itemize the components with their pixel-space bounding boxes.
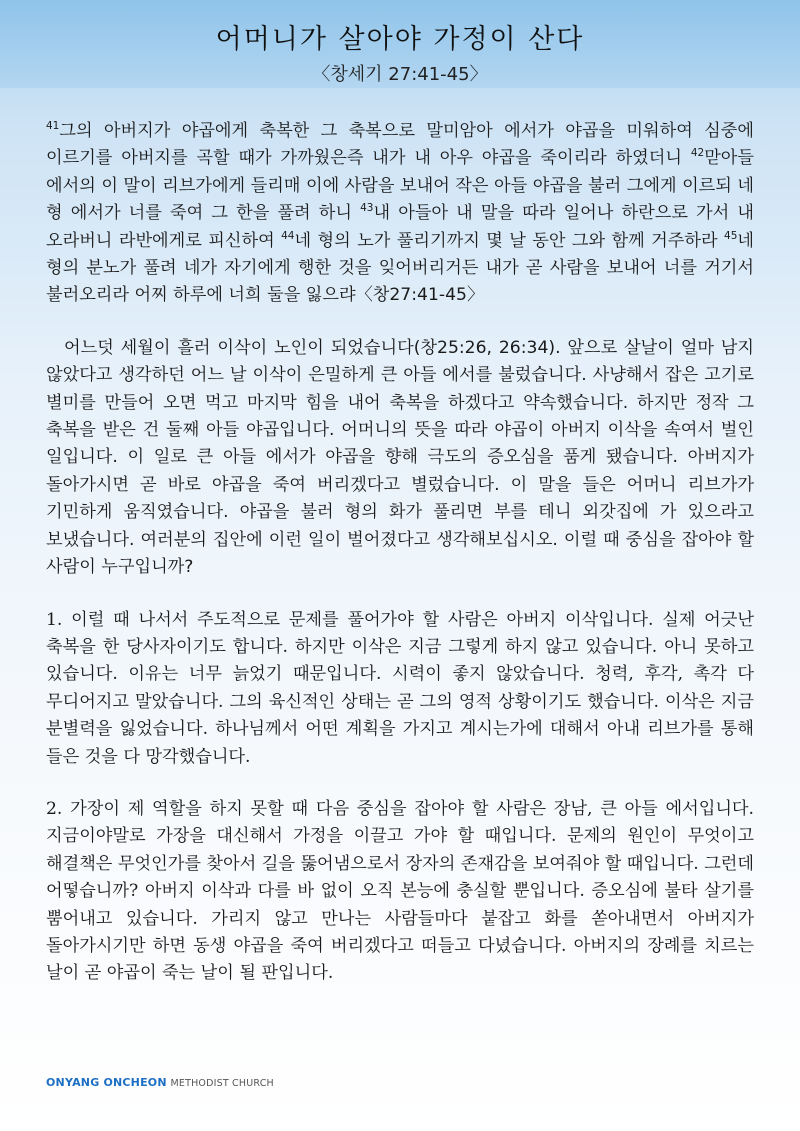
point-two-paragraph: 2. 가장이 제 역할을 하지 못할 때 다음 중심을 잡아야 할 사람은 장남, 큰 아들 에서입니다. 지금이야말로 가장을 대신해서 가정을 이끌고 가야 할 때입니다. 문제의 원인이 무엇이고 해결책은 무엇인가를 찾아서 길을 뚫어냄으로서 장자의 존재감을 보여줘야 할 때입니다. 그런데 어떻습니까? 아버지 이삭과 다를 바 없이 오직 본능에 충실할 뿐입니다. 증오심에 불타 살기를 뿜어내고 있습니다. 가리지 않고 만나는 사람들마다 붙잡고 화를 쏟아내면서 아버지가 돌아가시기만 하면 동생 야곱을 죽여 버리겠다고 떠들고 다녔습니다. 아버지의 장례를 치르는 날이 곧 야곱이 죽는 날이 될 판입니다. — [46, 798, 754, 984]
church-name: ONYANG ONCHEON — [46, 1076, 167, 1089]
point-one-paragraph: 1. 이럴 때 나서서 주도적으로 문제를 풀어가야 할 사람은 아버지 이삭입니다. 실제 어긋난 축복을 한 당사자이기도 합니다. 하지만 이삭은 지금 그렇게 하지 않고 있습니다. 아니 못하고 있습니다. 이유는 너무 늙었기 때문입니다. 시력이 좋지 않았습니다. 청력, 후각, 촉각 다 무디어지고 말았습니다. 그의 육신적인 상태는 곧 그의 영적 상황이기도 했습니다. 이삭은 지금 분별력을 잃었습니다. 하나님께서 어떤 계획을 가지고 계시는가에 대해서 아내 리브가를 통해 들은 것을 다 망각했습니다. — [46, 609, 754, 767]
verse-number: 44 — [281, 229, 295, 242]
page-header — [0, 0, 800, 88]
sermon-body — [46, 118, 754, 988]
verse-text: 네 형의 노가 풀리기까지 몇 날 동안 그와 함께 거주하라 — [294, 230, 725, 251]
page-title: 어머니가 살아야 가정이 산다 — [215, 24, 585, 55]
church-logo — [46, 1076, 274, 1089]
verse-text: 그의 아버지가 야곱에게 축복한 그 축복으로 말미암아 에서가 야곱을 미워하여 심중에 이르기를 아버지를 곡할 때가 가까웠은즉 내가 내 아우 야곱을 죽이리라 하였더니 — [46, 121, 754, 169]
scripture-reference: 〈창세기 27:41-45〉 — [312, 64, 488, 85]
verse-number: 45 — [724, 229, 738, 242]
church-denomination: METHODIST CHURCH — [170, 1078, 274, 1089]
verse-text: 맏아들 에서의 이 말이 리브가에게 들리매 이에 사람을 보내어 작은 아들 야곱을 불러 그에게 이르되 네 형 에서가 너를 죽여 그 한을 풀려 하니 — [46, 148, 754, 224]
scripture-passage — [46, 118, 754, 310]
intro-paragraph: 어느덧 세월이 흘러 이삭이 노인이 되었습니다(창25:26, 26:34). 앞으로 살날이 얼마 남지 않았다고 생각하던 어느 날 이삭이 은밀하게 큰 아들 에서를 불렀습니다. 사냥해서 잡은 고기로 별미를 만들어 오면 먹고 마지막 힘을 내어 축복을 하겠다고 약속했습니다. 하지만 정작 그 축복을 받은 건 둘째 아들 야곱입니다. 어머니의 뜻을 따라 야곱이 아버지 이삭을 속여서 벌인 일입니다. 이 일로 큰 아들 에서가 야곱을 향해 극도의 증오심을 품게 됐습니다. 아버지가 돌아가시면 곧 바로 야곱을 죽여 버리겠다고 별렀습니다. 이 말을 들은 어머니 리브가가 기민하게 움직였습니다. 야곱을 불러 형의 화가 풀리면 부를 테니 외갓집에 가 있으라고 보냈습니다. 여러분의 집안에 이런 일이 벌어졌다고 생각해보십시오. 이럴 때 중심을 잡아야 할 사람이 누구입니까? — [46, 337, 754, 578]
verse-number: 41 — [46, 120, 60, 132]
verse-number: 43 — [360, 202, 374, 215]
verse-text: 네 형의 분노가 풀려 네가 자기에게 행한 것을 잊어버리거든 내가 곧 사람을 보내어 너를 거기서 불러오리라 어찌 하루에 너희 둘을 잃으랴〈창27:41-45〉 — [46, 230, 755, 306]
verse-text: 내 아들아 내 말을 따라 일어나 하란으로 가서 내 오라버니 라반에게로 피신하여 — [46, 203, 754, 251]
verse-number: 42 — [690, 147, 705, 160]
